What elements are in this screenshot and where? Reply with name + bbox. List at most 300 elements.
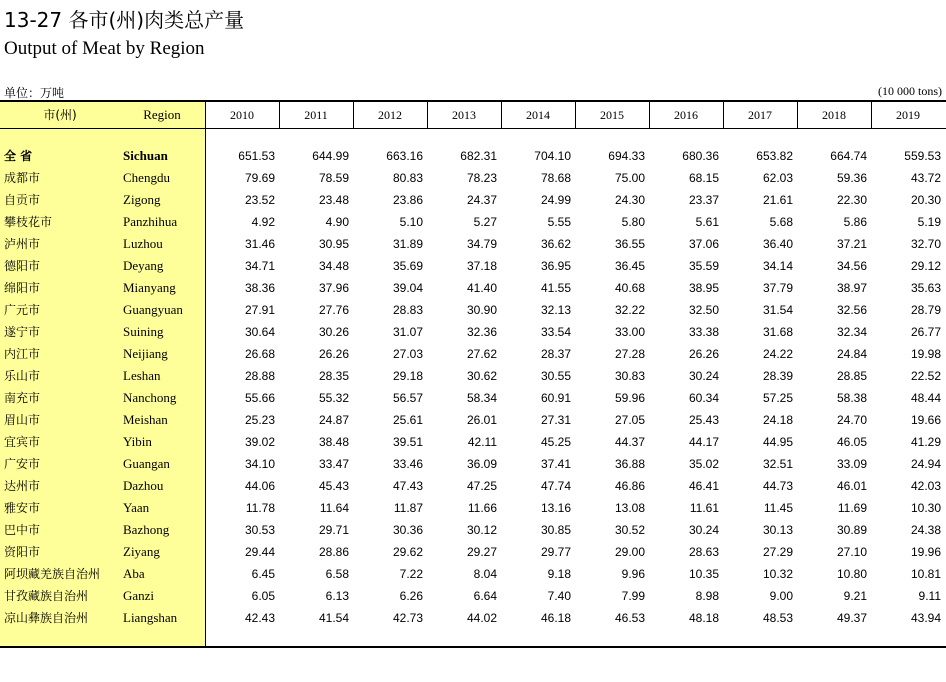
row-value-cell: 68.15 <box>688 171 719 185</box>
row-value-cell: 38.95 <box>688 281 719 295</box>
row-value-cell: 22.52 <box>910 369 941 383</box>
row-value-cell: 44.02 <box>466 611 497 625</box>
header-column-divider <box>353 102 354 128</box>
row-value-cell: 27.10 <box>836 545 867 559</box>
row-region-en: Zigong <box>123 192 161 207</box>
row-region-en: Aba <box>123 566 145 581</box>
row-value-cell: 42.43 <box>244 611 275 625</box>
header-bottom-rule <box>0 128 946 129</box>
table-row <box>0 497 946 519</box>
row-value-cell: 24.87 <box>318 413 349 427</box>
row-value-cell: 30.26 <box>318 325 349 339</box>
unit-label-en: (10 000 tons) <box>878 84 942 98</box>
table-bottom-rule <box>0 646 946 648</box>
row-region-cn: 广安市 <box>4 457 41 471</box>
header-year: 2017 <box>748 108 772 122</box>
row-region-cn: 雅安市 <box>4 501 41 515</box>
header-year: 2016 <box>674 108 698 122</box>
row-value-cell: 40.68 <box>614 281 645 295</box>
row-value-cell: 36.88 <box>614 457 645 471</box>
row-value-cell: 4.92 <box>251 215 275 229</box>
table-row <box>0 607 946 629</box>
row-region-en: Deyang <box>123 258 164 273</box>
row-value-cell: 680.36 <box>682 149 719 163</box>
row-value-cell: 57.25 <box>762 391 793 405</box>
row-region-cn: 资阳市 <box>4 545 41 559</box>
row-value-cell: 19.96 <box>910 545 941 559</box>
row-value-cell: 30.24 <box>688 523 719 537</box>
row-region-en: Ganzi <box>123 588 155 603</box>
row-value-cell: 11.64 <box>319 501 349 515</box>
row-region-cn: 全 省 <box>4 149 33 163</box>
header-year: 2013 <box>452 108 476 122</box>
header-region-cn: 市(州) <box>43 108 77 122</box>
row-region-en: Yibin <box>123 434 152 449</box>
row-value-cell: 10.32 <box>762 567 793 581</box>
row-value-cell: 37.41 <box>540 457 571 471</box>
row-value-cell: 41.55 <box>540 281 571 295</box>
row-value-cell: 46.86 <box>614 479 645 493</box>
row-value-cell: 6.05 <box>251 589 275 603</box>
row-value-cell: 24.70 <box>836 413 867 427</box>
row-value-cell: 28.63 <box>688 545 719 559</box>
row-region-cn: 泸州市 <box>4 237 41 251</box>
row-region-en: Chengdu <box>123 170 170 185</box>
row-value-cell: 35.69 <box>392 259 423 273</box>
row-value-cell: 29.00 <box>614 545 645 559</box>
table-title-en: Output of Meat by Region <box>4 38 205 59</box>
row-value-cell: 5.68 <box>769 215 793 229</box>
row-value-cell: 38.48 <box>318 435 349 449</box>
row-value-cell: 21.61 <box>762 193 793 207</box>
row-value-cell: 44.73 <box>762 479 793 493</box>
row-region-en: Liangshan <box>123 610 178 625</box>
table-row <box>0 475 946 497</box>
row-value-cell: 682.31 <box>460 149 497 163</box>
row-value-cell: 36.40 <box>762 237 793 251</box>
row-value-cell: 55.66 <box>244 391 275 405</box>
table-row <box>0 189 946 211</box>
row-region-cn: 攀枝花市 <box>4 215 53 229</box>
row-value-cell: 32.36 <box>466 325 497 339</box>
row-value-cell: 24.99 <box>540 193 571 207</box>
row-region-cn: 达州市 <box>4 479 41 493</box>
row-value-cell: 44.06 <box>244 479 275 493</box>
row-value-cell: 32.70 <box>910 237 941 251</box>
row-value-cell: 44.17 <box>688 435 719 449</box>
row-value-cell: 36.09 <box>466 457 497 471</box>
row-value-cell: 48.53 <box>762 611 793 625</box>
row-value-cell: 58.38 <box>836 391 867 405</box>
row-region-cn: 宜宾市 <box>4 435 41 449</box>
row-value-cell: 24.38 <box>910 523 941 537</box>
row-value-cell: 10.30 <box>910 501 941 515</box>
row-value-cell: 42.03 <box>910 479 941 493</box>
row-value-cell: 8.04 <box>473 567 497 581</box>
row-value-cell: 9.18 <box>547 567 571 581</box>
table-row <box>0 255 946 277</box>
row-value-cell: 31.89 <box>392 237 423 251</box>
row-value-cell: 30.13 <box>762 523 793 537</box>
row-value-cell: 7.99 <box>621 589 645 603</box>
row-value-cell: 78.23 <box>466 171 497 185</box>
row-value-cell: 22.30 <box>836 193 867 207</box>
row-value-cell: 26.68 <box>244 347 275 361</box>
row-value-cell: 24.94 <box>910 457 941 471</box>
row-value-cell: 24.30 <box>614 193 645 207</box>
row-value-cell: 58.34 <box>466 391 497 405</box>
row-value-cell: 559.53 <box>904 149 941 163</box>
row-value-cell: 46.01 <box>836 479 867 493</box>
row-region-cn: 德阳市 <box>4 259 41 273</box>
row-value-cell: 8.98 <box>695 589 719 603</box>
row-value-cell: 43.72 <box>910 171 941 185</box>
row-value-cell: 29.62 <box>392 545 423 559</box>
row-value-cell: 60.34 <box>688 391 719 405</box>
row-value-cell: 30.52 <box>614 523 645 537</box>
row-value-cell: 19.66 <box>910 413 941 427</box>
row-region-cn: 阿坝藏羌族自治州 <box>4 567 101 581</box>
row-value-cell: 23.52 <box>244 193 275 207</box>
row-value-cell: 49.37 <box>836 611 867 625</box>
row-value-cell: 80.83 <box>392 171 423 185</box>
row-value-cell: 653.82 <box>756 149 793 163</box>
table-row <box>0 431 946 453</box>
row-value-cell: 42.11 <box>467 435 497 449</box>
row-value-cell: 30.85 <box>540 523 571 537</box>
table-row <box>0 409 946 431</box>
row-value-cell: 31.68 <box>762 325 793 339</box>
table-row <box>0 343 946 365</box>
row-value-cell: 19.98 <box>910 347 941 361</box>
row-value-cell: 25.23 <box>244 413 275 427</box>
table-row <box>0 277 946 299</box>
row-value-cell: 11.66 <box>467 501 497 515</box>
table-row <box>0 321 946 343</box>
row-value-cell: 4.90 <box>325 215 349 229</box>
header-year: 2015 <box>600 108 624 122</box>
row-value-cell: 30.55 <box>540 369 571 383</box>
row-value-cell: 11.61 <box>689 501 719 515</box>
row-value-cell: 30.36 <box>392 523 423 537</box>
row-value-cell: 30.90 <box>466 303 497 317</box>
row-value-cell: 651.53 <box>238 149 275 163</box>
row-value-cell: 26.01 <box>466 413 497 427</box>
table-row <box>0 365 946 387</box>
row-region-cn: 自贡市 <box>4 193 41 207</box>
header-year: 2014 <box>526 108 550 122</box>
header-column-divider <box>797 102 798 128</box>
row-region-en: Sichuan <box>123 148 168 163</box>
row-region-cn: 广元市 <box>4 303 41 317</box>
table-row <box>0 233 946 255</box>
row-value-cell: 32.22 <box>614 303 645 317</box>
row-value-cell: 47.74 <box>540 479 571 493</box>
row-value-cell: 56.57 <box>392 391 423 405</box>
row-value-cell: 33.54 <box>540 325 571 339</box>
row-value-cell: 28.83 <box>392 303 423 317</box>
header-column-divider <box>871 102 872 128</box>
row-value-cell: 9.00 <box>769 589 793 603</box>
row-value-cell: 34.14 <box>762 259 793 273</box>
header-column-divider <box>649 102 650 128</box>
row-value-cell: 32.13 <box>540 303 571 317</box>
row-region-en: Guangyuan <box>123 302 183 317</box>
row-value-cell: 11.69 <box>837 501 867 515</box>
row-value-cell: 30.62 <box>466 369 497 383</box>
row-value-cell: 62.03 <box>762 171 793 185</box>
row-value-cell: 45.43 <box>318 479 349 493</box>
row-value-cell: 11.45 <box>763 501 793 515</box>
row-value-cell: 33.47 <box>318 457 349 471</box>
row-value-cell: 46.53 <box>614 611 645 625</box>
row-region-cn: 甘孜藏族自治州 <box>4 589 89 603</box>
row-region-en: Suining <box>123 324 164 339</box>
row-value-cell: 33.38 <box>688 325 719 339</box>
table-row <box>0 563 946 585</box>
row-value-cell: 59.36 <box>836 171 867 185</box>
table-row <box>0 211 946 233</box>
table-title-cn: 13-27 各市(州)肉类总产量 <box>4 8 245 32</box>
row-value-cell: 5.10 <box>399 215 423 229</box>
table-row <box>0 299 946 321</box>
header-year: 2011 <box>304 108 328 122</box>
row-value-cell: 75.00 <box>614 171 645 185</box>
row-value-cell: 24.37 <box>466 193 497 207</box>
row-value-cell: 42.73 <box>392 611 423 625</box>
row-value-cell: 20.30 <box>910 193 941 207</box>
row-value-cell: 13.16 <box>540 501 571 515</box>
row-value-cell: 6.45 <box>251 567 275 581</box>
table-row <box>0 541 946 563</box>
row-value-cell: 13.08 <box>614 501 645 515</box>
row-value-cell: 33.46 <box>392 457 423 471</box>
row-value-cell: 27.29 <box>762 545 793 559</box>
row-value-cell: 55.32 <box>318 391 349 405</box>
row-value-cell: 24.18 <box>762 413 793 427</box>
row-value-cell: 9.96 <box>621 567 645 581</box>
row-value-cell: 32.34 <box>836 325 867 339</box>
row-value-cell: 60.91 <box>540 391 571 405</box>
row-value-cell: 41.40 <box>466 281 497 295</box>
table-row <box>0 145 946 167</box>
row-value-cell: 24.84 <box>836 347 867 361</box>
row-value-cell: 644.99 <box>312 149 349 163</box>
row-value-cell: 23.86 <box>392 193 423 207</box>
row-value-cell: 30.53 <box>244 523 275 537</box>
row-value-cell: 37.18 <box>466 259 497 273</box>
row-value-cell: 28.35 <box>318 369 349 383</box>
row-region-cn: 眉山市 <box>4 413 41 427</box>
header-year: 2012 <box>378 108 402 122</box>
row-value-cell: 28.85 <box>836 369 867 383</box>
row-value-cell: 34.71 <box>244 259 275 273</box>
row-value-cell: 32.56 <box>836 303 867 317</box>
row-value-cell: 27.05 <box>614 413 645 427</box>
header-year: 2010 <box>230 108 254 122</box>
row-value-cell: 9.21 <box>843 589 867 603</box>
row-value-cell: 37.79 <box>762 281 793 295</box>
row-value-cell: 34.48 <box>318 259 349 273</box>
row-value-cell: 28.39 <box>762 369 793 383</box>
row-value-cell: 39.04 <box>392 281 423 295</box>
table-row <box>0 519 946 541</box>
row-value-cell: 32.51 <box>762 457 793 471</box>
row-value-cell: 26.26 <box>688 347 719 361</box>
row-value-cell: 29.18 <box>392 369 423 383</box>
row-value-cell: 11.78 <box>245 501 275 515</box>
row-value-cell: 45.25 <box>540 435 571 449</box>
header-column-divider <box>501 102 502 128</box>
row-region-cn: 成都市 <box>4 171 41 185</box>
row-value-cell: 663.16 <box>386 149 423 163</box>
row-value-cell: 5.80 <box>621 215 645 229</box>
row-value-cell: 27.28 <box>614 347 645 361</box>
row-value-cell: 44.37 <box>614 435 645 449</box>
table-row <box>0 387 946 409</box>
row-value-cell: 704.10 <box>534 149 571 163</box>
row-value-cell: 7.40 <box>547 589 571 603</box>
row-value-cell: 30.89 <box>836 523 867 537</box>
row-value-cell: 31.46 <box>244 237 275 251</box>
row-value-cell: 23.48 <box>318 193 349 207</box>
row-value-cell: 36.95 <box>540 259 571 273</box>
row-value-cell: 27.31 <box>540 413 571 427</box>
row-region-cn: 内江市 <box>4 347 41 361</box>
row-region-en: Yaan <box>123 500 150 515</box>
row-value-cell: 5.55 <box>547 215 571 229</box>
row-region-cn: 凉山彝族自治州 <box>4 611 89 625</box>
row-value-cell: 37.06 <box>688 237 719 251</box>
row-value-cell: 34.79 <box>466 237 497 251</box>
row-value-cell: 32.50 <box>688 303 719 317</box>
row-value-cell: 37.21 <box>836 237 867 251</box>
header-region-en: Region <box>143 107 181 122</box>
row-region-en: Leshan <box>123 368 161 383</box>
row-value-cell: 36.62 <box>540 237 571 251</box>
row-value-cell: 41.54 <box>318 611 349 625</box>
row-value-cell: 34.56 <box>836 259 867 273</box>
row-value-cell: 10.80 <box>836 567 867 581</box>
row-value-cell: 46.18 <box>540 611 571 625</box>
row-value-cell: 78.68 <box>540 171 571 185</box>
row-value-cell: 59.96 <box>614 391 645 405</box>
row-value-cell: 29.71 <box>318 523 349 537</box>
row-value-cell: 33.09 <box>836 457 867 471</box>
row-value-cell: 27.62 <box>466 347 497 361</box>
row-value-cell: 31.54 <box>762 303 793 317</box>
row-value-cell: 6.64 <box>473 589 497 603</box>
row-value-cell: 27.03 <box>392 347 423 361</box>
row-value-cell: 34.10 <box>244 457 275 471</box>
row-value-cell: 47.43 <box>392 479 423 493</box>
row-value-cell: 38.97 <box>836 281 867 295</box>
row-value-cell: 47.25 <box>466 479 497 493</box>
row-region-en: Neijiang <box>123 346 168 361</box>
row-value-cell: 29.12 <box>910 259 941 273</box>
row-value-cell: 30.64 <box>244 325 275 339</box>
row-region-cn: 乐山市 <box>4 369 41 383</box>
row-value-cell: 27.76 <box>318 303 349 317</box>
row-region-cn: 南充市 <box>4 391 41 405</box>
row-value-cell: 35.59 <box>688 259 719 273</box>
row-value-cell: 31.07 <box>392 325 423 339</box>
row-value-cell: 28.86 <box>318 545 349 559</box>
row-region-cn: 遂宁市 <box>4 325 41 339</box>
row-value-cell: 7.22 <box>399 567 423 581</box>
header-column-divider <box>723 102 724 128</box>
row-value-cell: 36.45 <box>614 259 645 273</box>
row-region-en: Mianyang <box>123 280 176 295</box>
row-region-en: Bazhong <box>123 522 170 537</box>
row-value-cell: 30.12 <box>466 523 497 537</box>
row-region-en: Ziyang <box>123 544 160 559</box>
row-value-cell: 28.79 <box>910 303 941 317</box>
row-value-cell: 29.77 <box>540 545 571 559</box>
row-value-cell: 26.77 <box>910 325 941 339</box>
row-value-cell: 29.27 <box>466 545 497 559</box>
row-value-cell: 26.26 <box>318 347 349 361</box>
row-value-cell: 10.81 <box>910 567 941 581</box>
row-value-cell: 6.13 <box>325 589 349 603</box>
row-value-cell: 48.18 <box>688 611 719 625</box>
row-region-en: Dazhou <box>123 478 164 493</box>
row-value-cell: 9.11 <box>918 589 941 603</box>
row-value-cell: 27.91 <box>244 303 275 317</box>
row-region-en: Luzhou <box>123 236 163 251</box>
row-region-en: Meishan <box>123 412 168 427</box>
header-year: 2018 <box>822 108 846 122</box>
row-value-cell: 36.55 <box>614 237 645 251</box>
row-value-cell: 79.69 <box>244 171 275 185</box>
row-value-cell: 35.63 <box>910 281 941 295</box>
row-value-cell: 46.41 <box>688 479 719 493</box>
row-value-cell: 694.33 <box>608 149 645 163</box>
row-value-cell: 6.26 <box>399 589 423 603</box>
row-value-cell: 664.74 <box>830 149 867 163</box>
row-value-cell: 37.96 <box>318 281 349 295</box>
row-value-cell: 35.02 <box>688 457 719 471</box>
row-value-cell: 30.24 <box>688 369 719 383</box>
row-value-cell: 23.37 <box>688 193 719 207</box>
unit-label-cn: 单位：万吨 <box>4 86 65 100</box>
row-region-en: Guangan <box>123 456 170 471</box>
row-value-cell: 30.95 <box>318 237 349 251</box>
header-column-divider <box>279 102 280 128</box>
row-value-cell: 39.51 <box>392 435 423 449</box>
row-value-cell: 29.44 <box>244 545 275 559</box>
row-value-cell: 30.83 <box>614 369 645 383</box>
table-row <box>0 453 946 475</box>
row-region-en: Nanchong <box>123 390 177 405</box>
row-value-cell: 6.58 <box>325 567 349 581</box>
table-row <box>0 585 946 607</box>
row-value-cell: 48.44 <box>910 391 941 405</box>
header-year: 2019 <box>896 108 920 122</box>
row-value-cell: 39.02 <box>244 435 275 449</box>
row-value-cell: 33.00 <box>614 325 645 339</box>
row-value-cell: 43.94 <box>910 611 941 625</box>
row-region-en: Panzhihua <box>123 214 178 229</box>
row-value-cell: 5.61 <box>695 215 719 229</box>
row-value-cell: 10.35 <box>688 567 719 581</box>
row-value-cell: 5.19 <box>917 215 941 229</box>
row-value-cell: 41.29 <box>910 435 941 449</box>
row-value-cell: 44.95 <box>762 435 793 449</box>
table-row <box>0 167 946 189</box>
row-value-cell: 24.22 <box>762 347 793 361</box>
row-value-cell: 25.61 <box>392 413 423 427</box>
